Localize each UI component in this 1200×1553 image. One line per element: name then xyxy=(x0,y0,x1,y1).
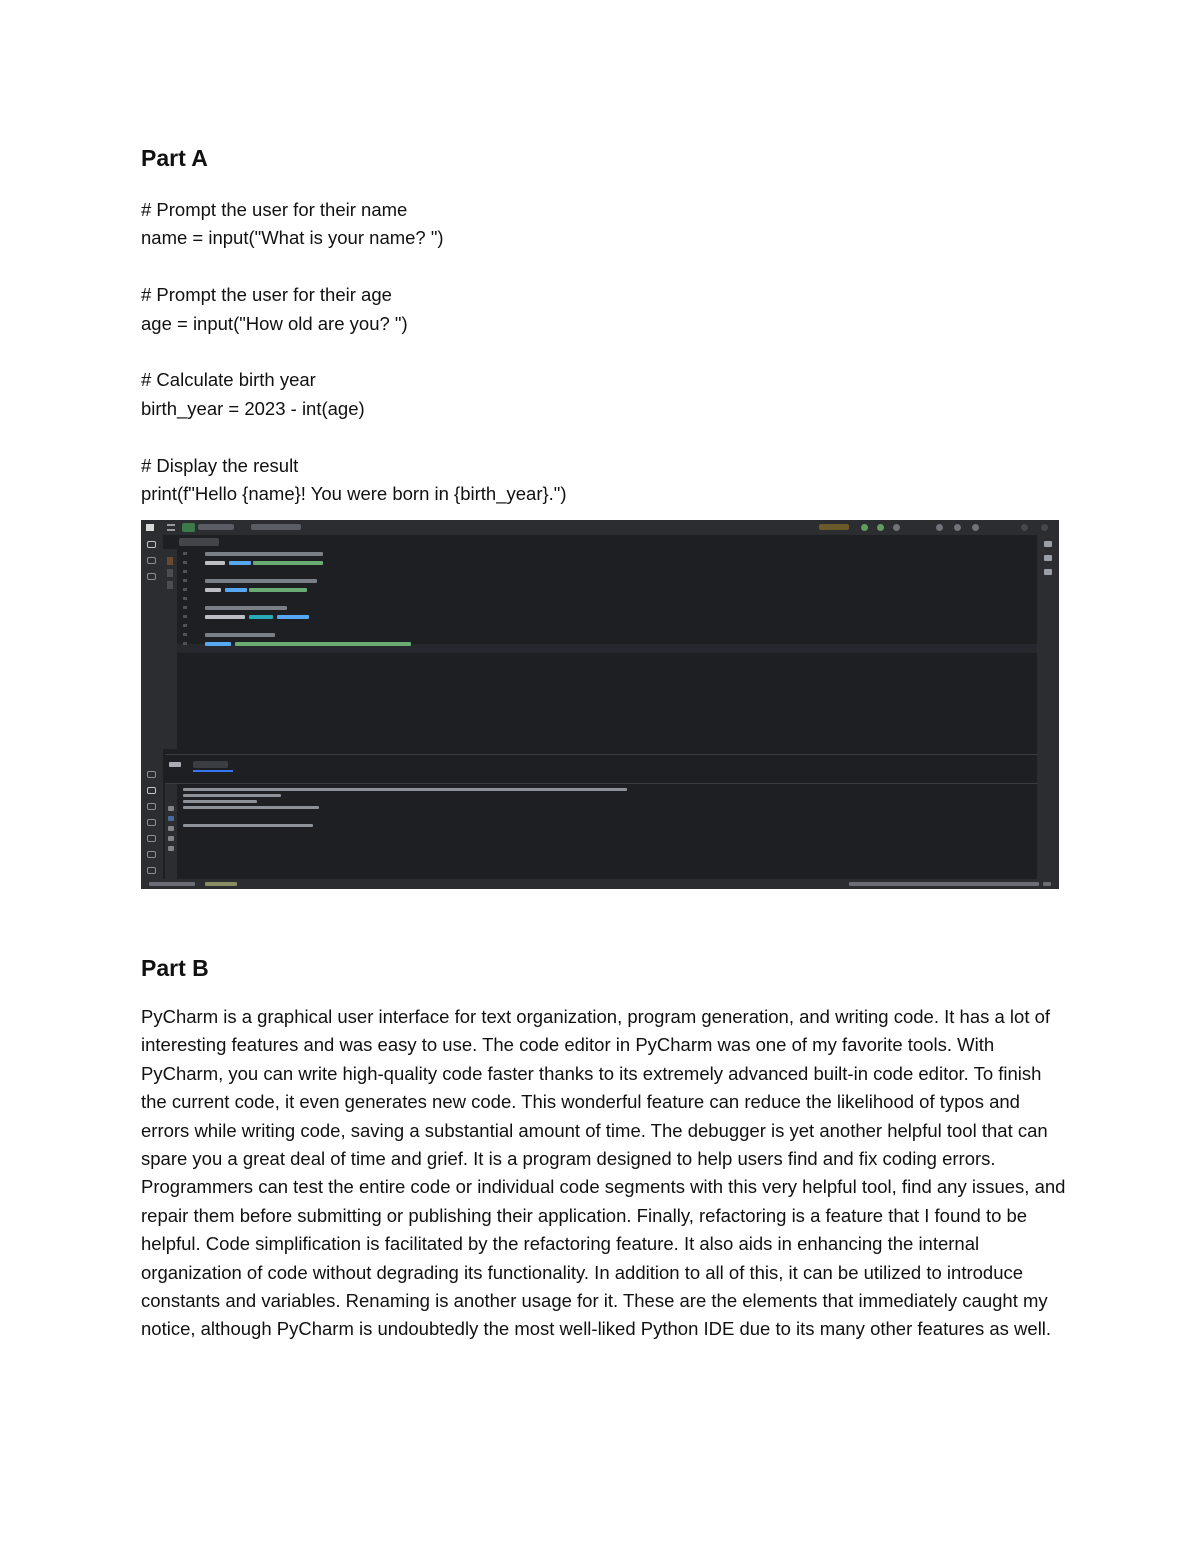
line-number xyxy=(183,606,187,609)
line-number xyxy=(183,579,187,582)
run-toolbar xyxy=(165,773,1037,784)
gutter-marker xyxy=(167,569,173,577)
python-packages-icon xyxy=(147,771,156,778)
console-output-line xyxy=(183,800,257,803)
hamburger-menu-icon xyxy=(167,524,175,531)
vcs-branch-placeholder xyxy=(251,524,301,530)
line-number xyxy=(183,597,187,600)
rerun-icon xyxy=(168,806,174,811)
code-line: # Display the result xyxy=(141,454,299,476)
code-token-string xyxy=(253,561,323,565)
gutter-marker xyxy=(167,557,173,565)
code-token-builtin xyxy=(229,561,251,565)
line-number xyxy=(183,633,187,636)
scroll-icon xyxy=(168,826,174,831)
line-number xyxy=(183,561,187,564)
ide-right-toolbar xyxy=(1037,535,1059,879)
pycharm-screenshot xyxy=(141,520,1059,889)
part-b-heading: Part B xyxy=(141,955,209,981)
ide-status-bar xyxy=(141,879,1059,889)
notifications-icon xyxy=(1044,541,1052,547)
code-line: # Prompt the user for their name xyxy=(141,199,408,220)
code-line: print(f"Hello {name}! You were born in {birth_year}.") xyxy=(141,482,567,504)
problems-icon xyxy=(147,835,156,842)
project-gutter xyxy=(163,549,177,749)
debug-icon xyxy=(877,524,884,531)
code-token-name xyxy=(205,615,245,619)
run-icon xyxy=(861,524,868,531)
structure-icon xyxy=(147,573,156,580)
console-output-line xyxy=(183,824,313,827)
code-line: # Calculate birth year xyxy=(141,369,316,391)
part-b-paragraph: PyCharm is a graphical user interface for text organization, program generation, and writing code. It has a lot of interesting features and was easy to use. The code editor in PyCharm was one of my favorite tools. With PyCharm, you can write high-quality code faster thanks to its extremely advanced built-in code editor. To finish the current code, it even generates new code. This wonderful feature can reduce the likelihood of typos and errors while writing code, saving a substantial amount of time. The debugger is yet another helpful tool that can spare you a great deal of time and grief. It is a program designed to help users find and fix coding errors. Programmers can test the entire code or individual code segments with this very helpful tool, find any issues, and repair them before submitting or publishing their application. Finally, refactoring is a feature that I found to be helpful. Code simplification is facilitated by the refactoring feature. It also aids in enhancing the internal organization of code without degrading its functionality. In addition to all of this, it can be utilized to introduce constants and variables. Renaming is another usage for it. These are the elements that immediately caught my notice, although PyCharm is undoubtedly the most well-liked Python IDE due to its many other features as well. xyxy=(141,1006,1066,1340)
search-icon xyxy=(954,524,961,531)
code-token-number xyxy=(249,615,273,619)
sciview-icon xyxy=(1044,569,1052,575)
editor-tab-bar xyxy=(165,535,1037,550)
part-a-heading: Part A xyxy=(141,145,208,171)
code-token-builtin xyxy=(205,642,231,646)
console-output-line xyxy=(183,794,281,797)
code-token-name xyxy=(205,561,225,565)
code-line: age = input("How old are you? ") xyxy=(141,312,408,334)
code-line: name = input("What is your name? ") xyxy=(141,227,444,249)
code-line xyxy=(141,423,567,451)
line-number xyxy=(183,552,187,555)
code-token-string xyxy=(235,642,411,646)
code-token-name xyxy=(205,588,221,592)
code-line: birth_year = 2023 - int(age) xyxy=(141,397,365,419)
active-tab-indicator xyxy=(193,770,233,772)
lock-icon xyxy=(1043,882,1051,886)
run-panel-header xyxy=(165,758,1037,772)
ide-title-bar xyxy=(141,520,1059,535)
code-token-comment xyxy=(205,633,275,637)
terminal-icon xyxy=(147,819,156,826)
code-token-string xyxy=(249,588,307,592)
panel-divider xyxy=(165,754,1037,755)
services-icon xyxy=(147,851,156,858)
run-side-toolbar xyxy=(165,784,177,879)
project-name-placeholder xyxy=(198,524,234,530)
console-output-line xyxy=(183,806,319,809)
print-icon xyxy=(168,836,174,841)
project-icon xyxy=(182,523,195,532)
pycharm-logo-icon xyxy=(146,524,154,531)
code-token-builtin xyxy=(225,588,247,592)
minimize-icon xyxy=(1021,524,1028,531)
editor-tab-main-py xyxy=(179,538,219,546)
breadcrumb-placeholder xyxy=(149,882,195,886)
run-tab-main xyxy=(193,761,228,768)
code-line xyxy=(141,253,567,281)
line-number xyxy=(183,615,187,618)
database-icon xyxy=(1044,555,1052,561)
status-info-placeholder xyxy=(849,882,1039,886)
code-with-me-icon xyxy=(936,524,943,531)
commit-icon xyxy=(147,557,156,564)
stop-icon xyxy=(168,816,174,821)
line-number xyxy=(183,570,187,573)
more-icon xyxy=(893,524,900,531)
gutter-marker xyxy=(167,581,173,589)
run-config-placeholder xyxy=(819,524,849,530)
project-tool-icon xyxy=(147,541,156,548)
git-icon xyxy=(147,867,156,874)
code-editor xyxy=(177,549,1037,752)
file-indicator xyxy=(205,882,237,886)
python-console-icon xyxy=(147,803,156,810)
run-tool-icon xyxy=(147,787,156,794)
code-line: # Prompt the user for their age xyxy=(141,284,392,306)
code-token-builtin xyxy=(277,615,309,619)
code-listing xyxy=(141,196,567,508)
line-number xyxy=(183,642,187,645)
ide-left-toolbar xyxy=(141,535,163,879)
console-output-line xyxy=(183,788,627,791)
line-number xyxy=(183,588,187,591)
settings-icon xyxy=(972,524,979,531)
code-token-comment xyxy=(205,552,323,556)
trash-icon xyxy=(168,846,174,851)
run-panel-title xyxy=(169,762,181,767)
code-token-comment xyxy=(205,579,317,583)
close-icon xyxy=(1041,524,1048,531)
code-line xyxy=(141,338,567,366)
code-token-comment xyxy=(205,606,287,610)
line-number xyxy=(183,624,187,627)
